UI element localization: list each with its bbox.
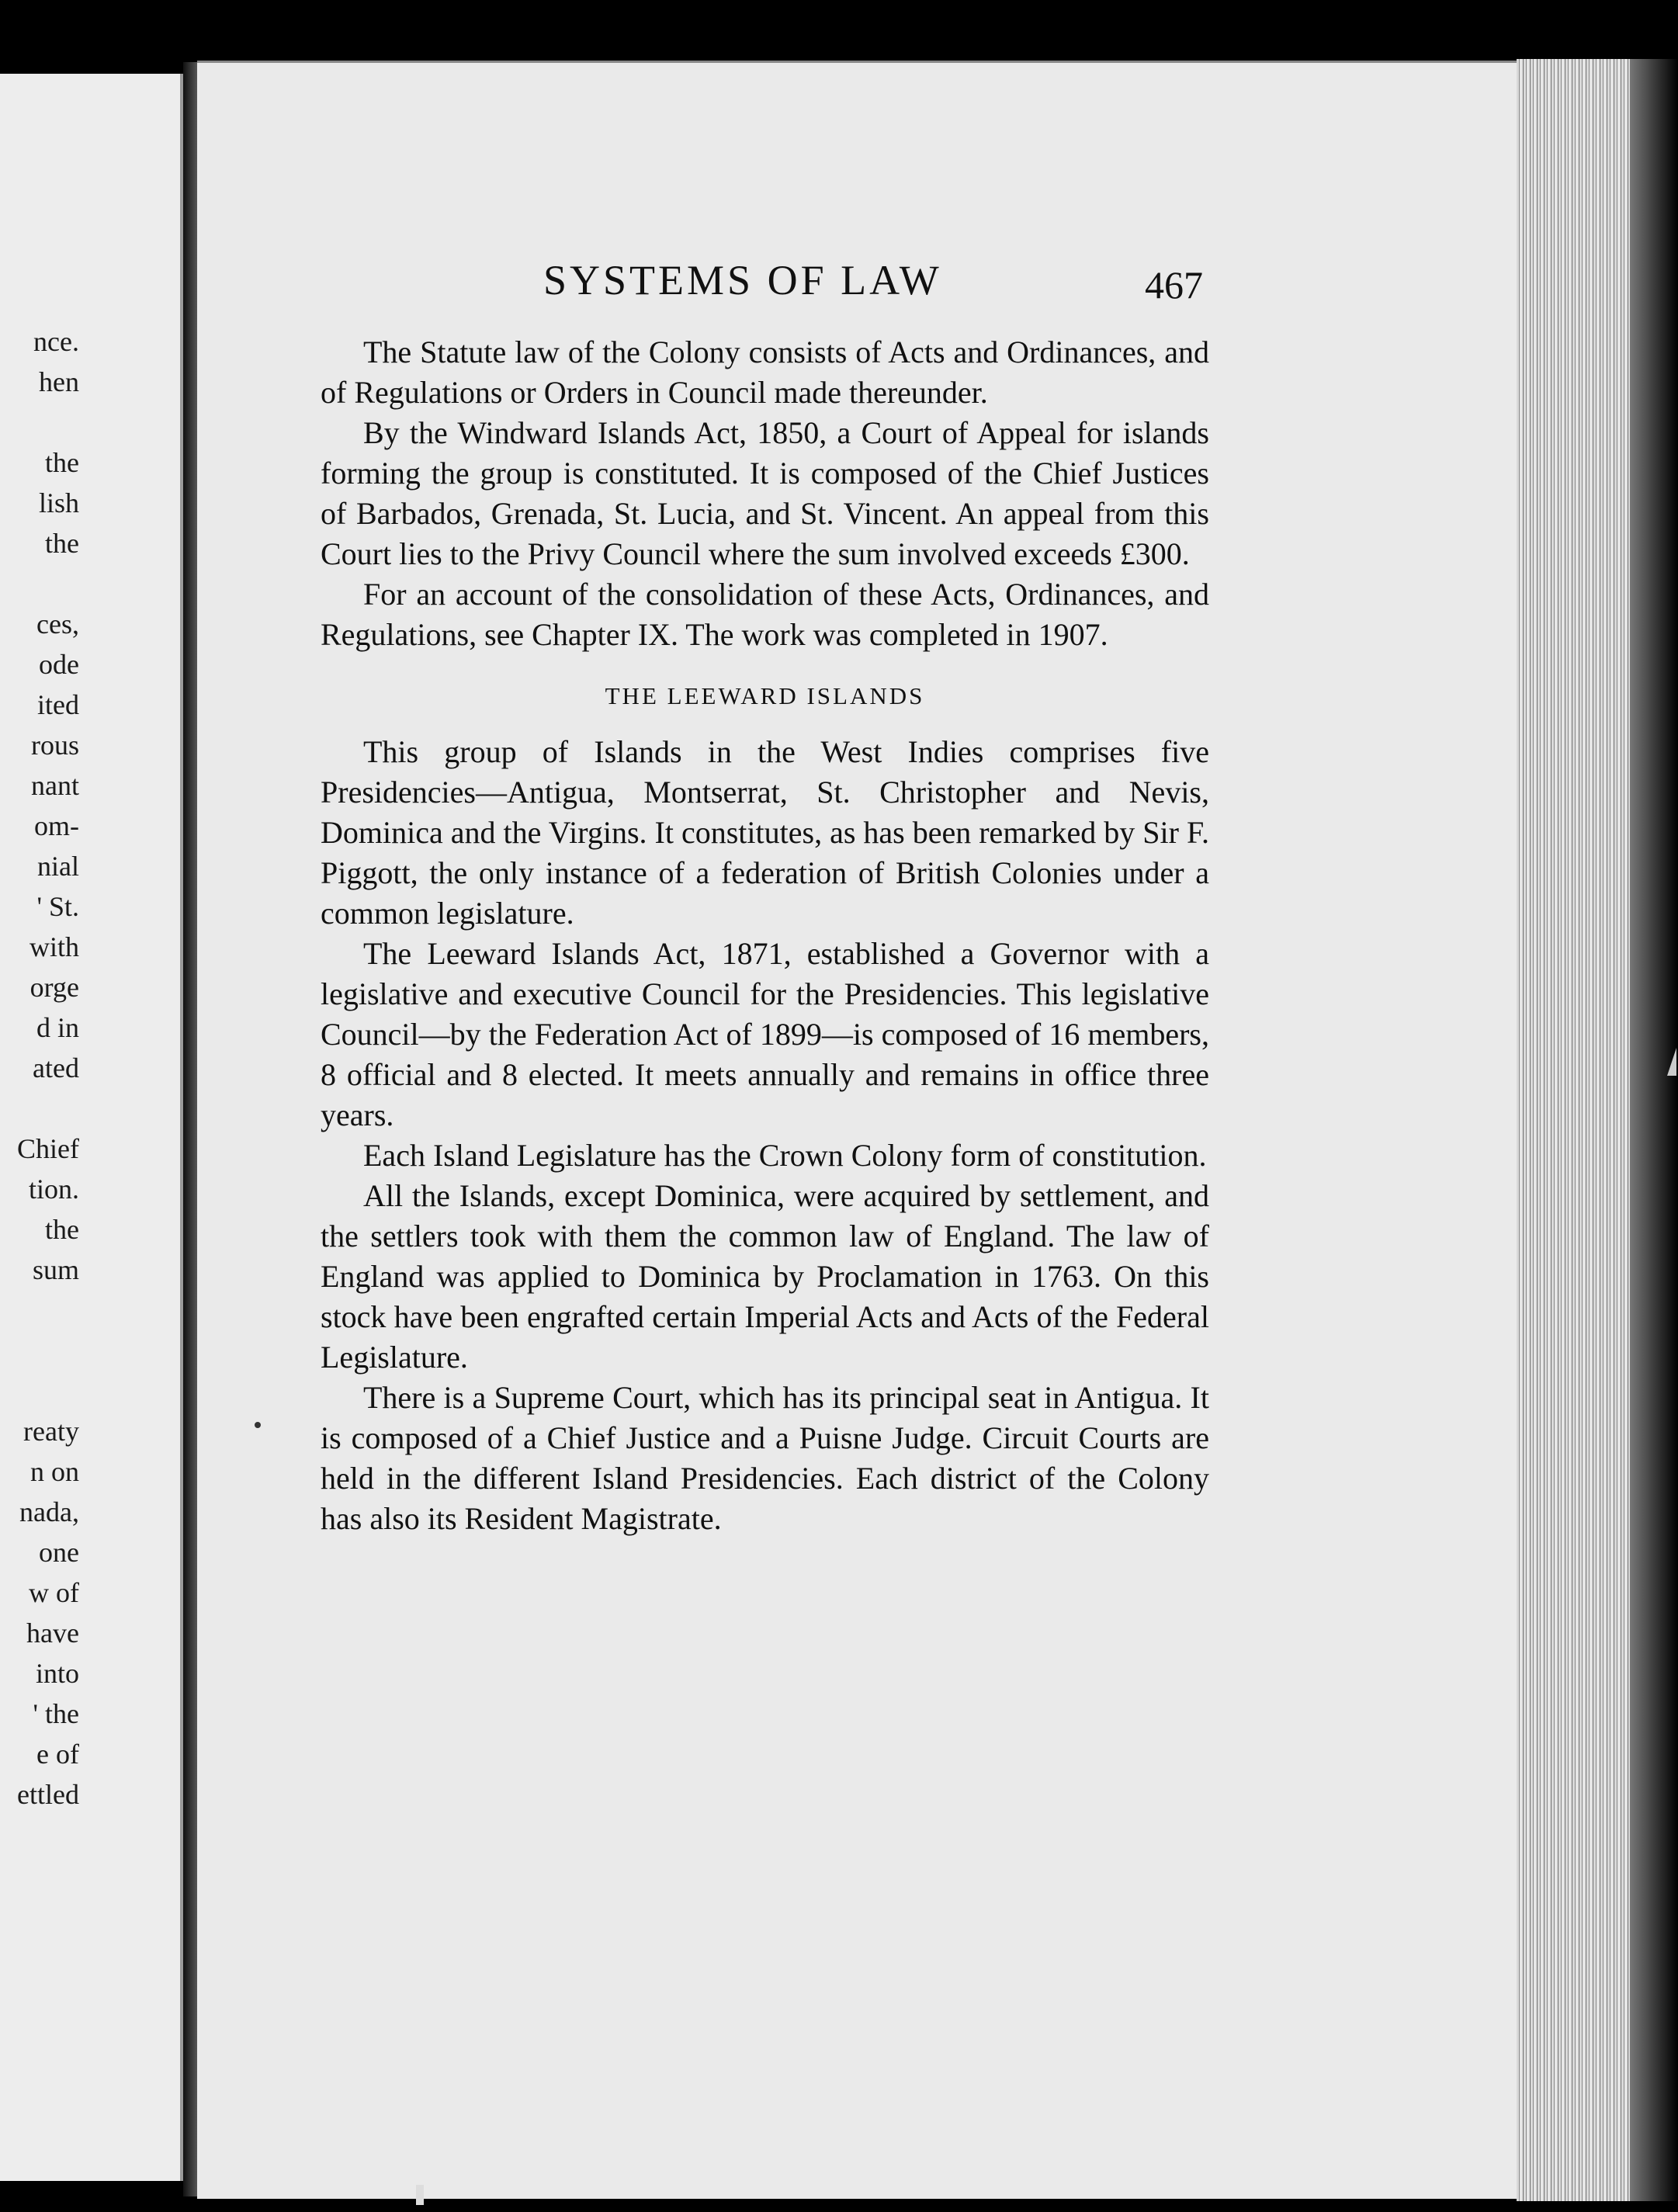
- left-page-line: rous: [31, 730, 79, 761]
- left-page-line: nce.: [33, 326, 79, 357]
- left-page-line: lish: [38, 487, 79, 518]
- left-page-line: into: [35, 1658, 79, 1689]
- left-page-line: e of: [36, 1739, 79, 1770]
- left-page-line: ited: [37, 689, 79, 720]
- paragraph-statute-law: The Statute law of the Colony consists of Acts and Ordinances, and of Regulations or Orders in Council made thereunder.: [321, 335, 1209, 410]
- left-page-line: ated: [33, 1052, 79, 1083]
- left-page-line: tion.: [28, 1174, 79, 1205]
- section-heading: THE LEEWARD ISLANDS: [605, 682, 925, 709]
- left-page-line: one: [39, 1537, 79, 1568]
- left-page-line: ' the: [33, 1698, 79, 1729]
- paragraph-consolidation: For an account of the consolidation of these Acts, Ordinances, and Regulations, see Chapter IX. The work was completed in 1907.: [321, 577, 1209, 652]
- body-text: [321, 332, 1209, 1539]
- left-page-line: the: [45, 528, 79, 559]
- paragraph-leeward-group: This group of Islands in the West Indies comprises five Presidencies—Antigua, Montserrat, St. Christopher and Nevis, Dominica and the Virgins. It constitutes, as has been remarked by Sir F. Piggott, the only instance of a federation of British Colonies under a common legislature.: [321, 734, 1209, 931]
- page-edges-shadow: [1630, 59, 1678, 2201]
- left-page-line: orge: [29, 972, 79, 1003]
- paragraph-acquisition: All the Islands, except Dominica, were acquired by settlement, and the settlers took with them the common law of England. The law of England was applied to Dominica by Proclamation in 1763. On this stock have been engrafted certain Imperial Acts and Acts of the Federal Legislature.: [321, 1178, 1209, 1375]
- left-page-line: ettled: [17, 1779, 79, 1810]
- book-gutter: [183, 62, 197, 2196]
- running-head: SYSTEMS OF LAW: [543, 257, 942, 303]
- left-page-line: the: [45, 447, 79, 478]
- left-page-line: with: [29, 931, 79, 962]
- previous-page-fragment: [0, 74, 183, 2181]
- left-page-line: om-: [34, 810, 79, 841]
- left-page-line: ces,: [36, 608, 79, 640]
- paragraph-supreme-court: There is a Supreme Court, which has its principal seat in Antigua. It is composed of a Chief Justice and a Puisne Judge. Circuit Courts are held in the different Island Presidencies. Each district of the Colony has also its Resident Magistrate.: [321, 1380, 1209, 1536]
- bottom-edge-mark: [416, 2185, 424, 2205]
- left-page-line: hen: [39, 366, 79, 397]
- left-page-line: n on: [30, 1456, 79, 1487]
- margin-dot: [255, 1422, 261, 1428]
- paragraph-leeward-islands-act: The Leeward Islands Act, 1871, established a Governor with a legislative and executive Council for the Presidencies. This legislative Council—by the Federation Act of 1899—is composed of 16 members, 8 official and 8 elected. It meets annually and remains in office three years.: [321, 936, 1209, 1132]
- left-page-line: reaty: [23, 1416, 79, 1447]
- left-page-line: nada,: [19, 1496, 79, 1527]
- page-edges-stack: [1517, 59, 1649, 2201]
- left-page-line: sum: [32, 1254, 79, 1285]
- left-page-line: the: [45, 1214, 79, 1245]
- left-page-line: d in: [36, 1012, 79, 1043]
- paragraph-island-legislature: Each Island Legislature has the Crown Colony form of constitution.: [363, 1138, 1207, 1173]
- left-page-line: have: [26, 1617, 79, 1649]
- left-page-line: nial: [37, 851, 79, 882]
- left-page-line: Chief: [17, 1133, 79, 1164]
- page-number: 467: [1145, 263, 1203, 307]
- left-page-line: ' St.: [36, 891, 79, 922]
- left-page-line: w of: [29, 1577, 79, 1608]
- left-page-line: ode: [39, 649, 79, 680]
- left-page-line: nant: [31, 770, 79, 801]
- paragraph-windward-islands-act: By the Windward Islands Act, 1850, a Court of Appeal for islands forming the group is constituted. It is composed of the Chief Justices of Barbados, Grenada, St. Lucia, and St. Vincent. An appeal from this Court lies to the Privy Council where the sum involved exceeds £300.: [321, 415, 1209, 571]
